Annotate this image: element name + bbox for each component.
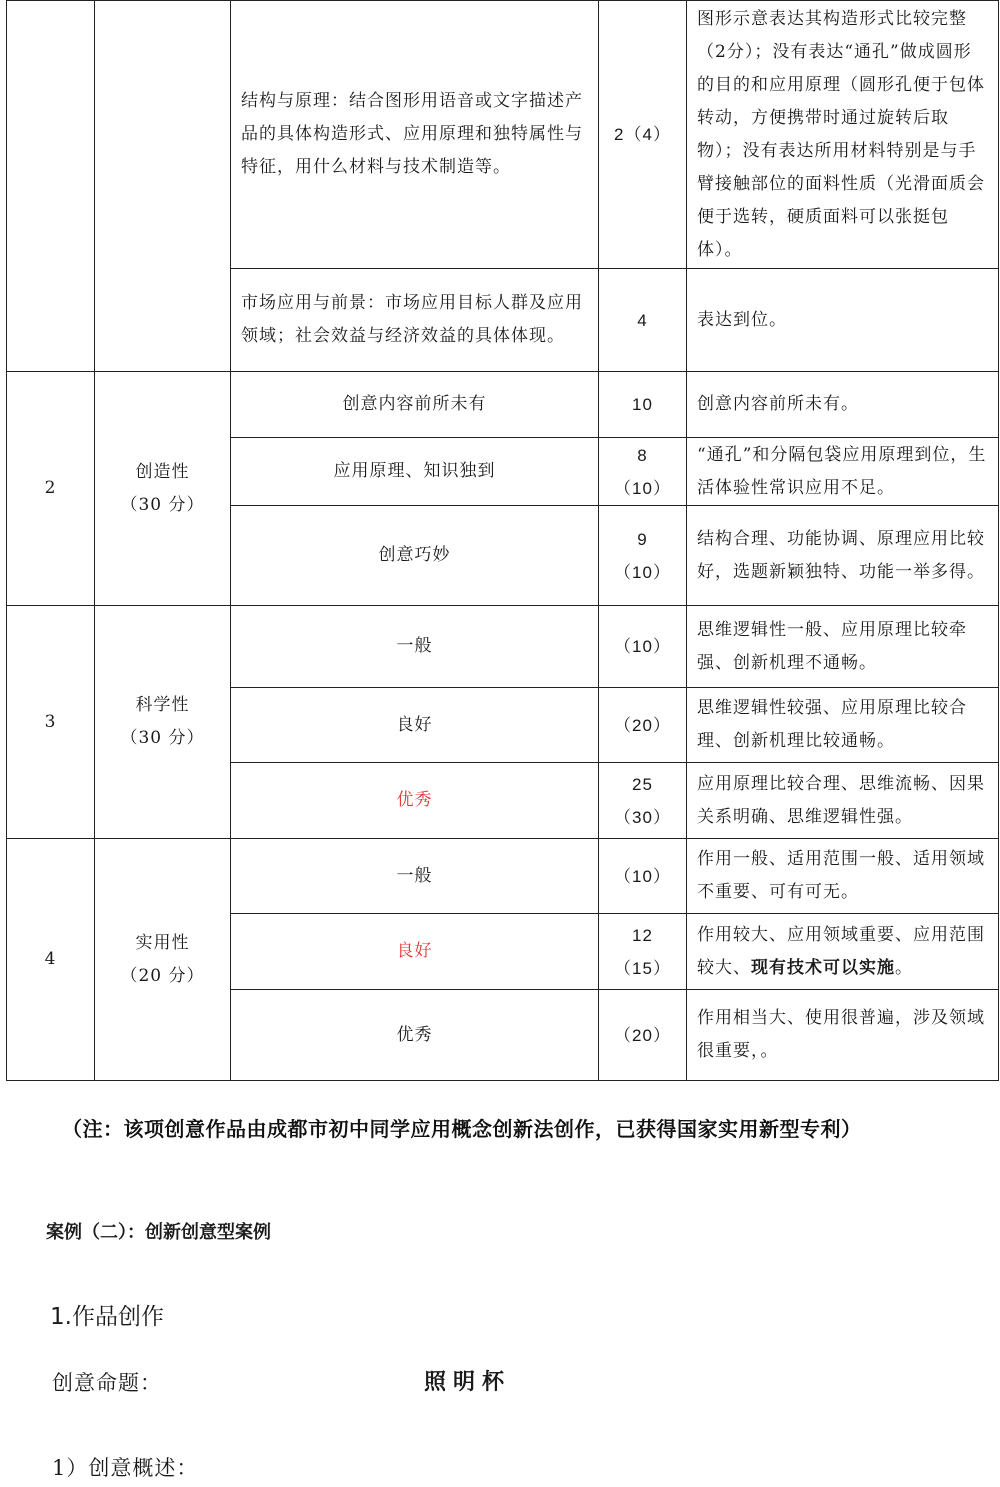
table-row [7,839,999,914]
score: （20） [599,990,687,1081]
criterion: 优秀 [231,990,599,1081]
table-row [7,606,999,688]
score [599,914,687,990]
criterion-highlighted: 优秀 [231,763,599,839]
comment: “通孔”和分隔包袋应用原理到位，生活体验性常识应用不足。 [687,438,999,506]
category-cell [95,372,231,606]
criterion: 创意内容前所未有 [231,372,599,438]
index-cell-empty [7,1,95,372]
criterion-structure: 结构与原理：结合图形用语音或文字描述产品的具体构造形式、应用原理和独特属性与特征，用什么材料与技术制造等。 [231,1,599,269]
criterion-highlighted: 良好 [231,914,599,990]
score-line: （10） [614,562,671,582]
evaluation-table [6,0,999,1081]
category-name: 科学性 [135,695,190,715]
comment: 作用相当大、使用很普遍，涉及领域很重要，。 [687,990,999,1081]
criterion: 一般 [231,606,599,688]
table-row [7,372,999,438]
comment: 应用原理比较合理、思维流畅、因果关系明确、思维逻辑性强。 [687,763,999,839]
category-name: 创造性 [135,461,190,482]
score: （10） [599,839,687,914]
criterion: 创意巧妙 [231,506,599,606]
score: （10） [599,606,687,688]
category-points: （30 分） [120,728,205,748]
score-line: 10 [632,395,653,414]
comment-structure: 图形示意表达其构造形式比较完整（2分）；没有表达“通孔”做成圆形的目的和应用原理（圆形孔便于包体转动，方便携带时通过旋转后取物）；没有表达所用材料特别是与手臂接触部位的面料性质（光滑面质会便于选转，硬质面料可以张挺包体）。 [687,1,999,269]
category-cell-empty [95,1,231,372]
proposition-label: 创意命题： [52,1371,162,1395]
score-line: （10） [614,478,671,498]
category-cell [95,839,231,1081]
category-points: （30 分） [120,494,205,515]
comment: 创意内容前所未有。 [687,372,999,438]
proposition-value: 照明杯 [424,1370,512,1395]
score-line: 9 [637,529,648,549]
score-line: （30） [614,807,671,827]
criterion: 应用原理、知识独到 [231,438,599,506]
score [599,763,687,839]
section-heading: 1.作品创作 [50,1304,164,1330]
patent-note: （注：该项创意作品由成都市初中同学应用概念创新法创作，已获得国家实用新型专利） [62,1117,862,1141]
score-line: （15） [614,958,671,978]
subsection-heading: 1）创意概述： [52,1456,199,1480]
comment: 思维逻辑性较强、应用原理比较合理、创新机理比较通畅。 [687,688,999,763]
criterion-market: 市场应用与前景：市场应用目标人群及应用领域；社会效益与经济效益的具体体现。 [231,269,599,372]
criterion: 一般 [231,839,599,914]
comment-emphasis: 现有技术可以实施 [751,957,895,978]
score [599,372,687,438]
score [599,506,687,606]
category-cell [95,606,231,839]
category-name: 实用性 [135,932,190,953]
comment [687,914,999,990]
score-structure: 2（4） [599,1,687,269]
row-index: 4 [7,839,95,1081]
category-points: （20 分） [120,965,205,986]
score-line: 25 [632,774,653,794]
comment-text: 。 [895,957,913,978]
row-index: 3 [7,606,95,839]
comment: 思维逻辑性一般、应用原理比较牵强、创新机理不通畅。 [687,606,999,688]
comment-text: 作用较大、应用领域重要、应用范围较大、 [697,924,985,978]
case-title: 案例（二）：创新创意型案例 [46,1222,271,1243]
score [599,438,687,506]
score-line: 8 [637,445,648,465]
table-row [7,1,999,269]
score-line: 12 [632,925,653,945]
comment: 结构合理、功能协调、原理应用比较好，选题新颖独特、功能一举多得。 [687,506,999,606]
comment-market: 表达到位。 [687,269,999,372]
score: （20） [599,688,687,763]
criterion: 良好 [231,688,599,763]
comment: 作用一般、适用范围一般、适用领域不重要、可有可无。 [687,839,999,914]
score-market: 4 [599,269,687,372]
row-index: 2 [7,372,95,606]
